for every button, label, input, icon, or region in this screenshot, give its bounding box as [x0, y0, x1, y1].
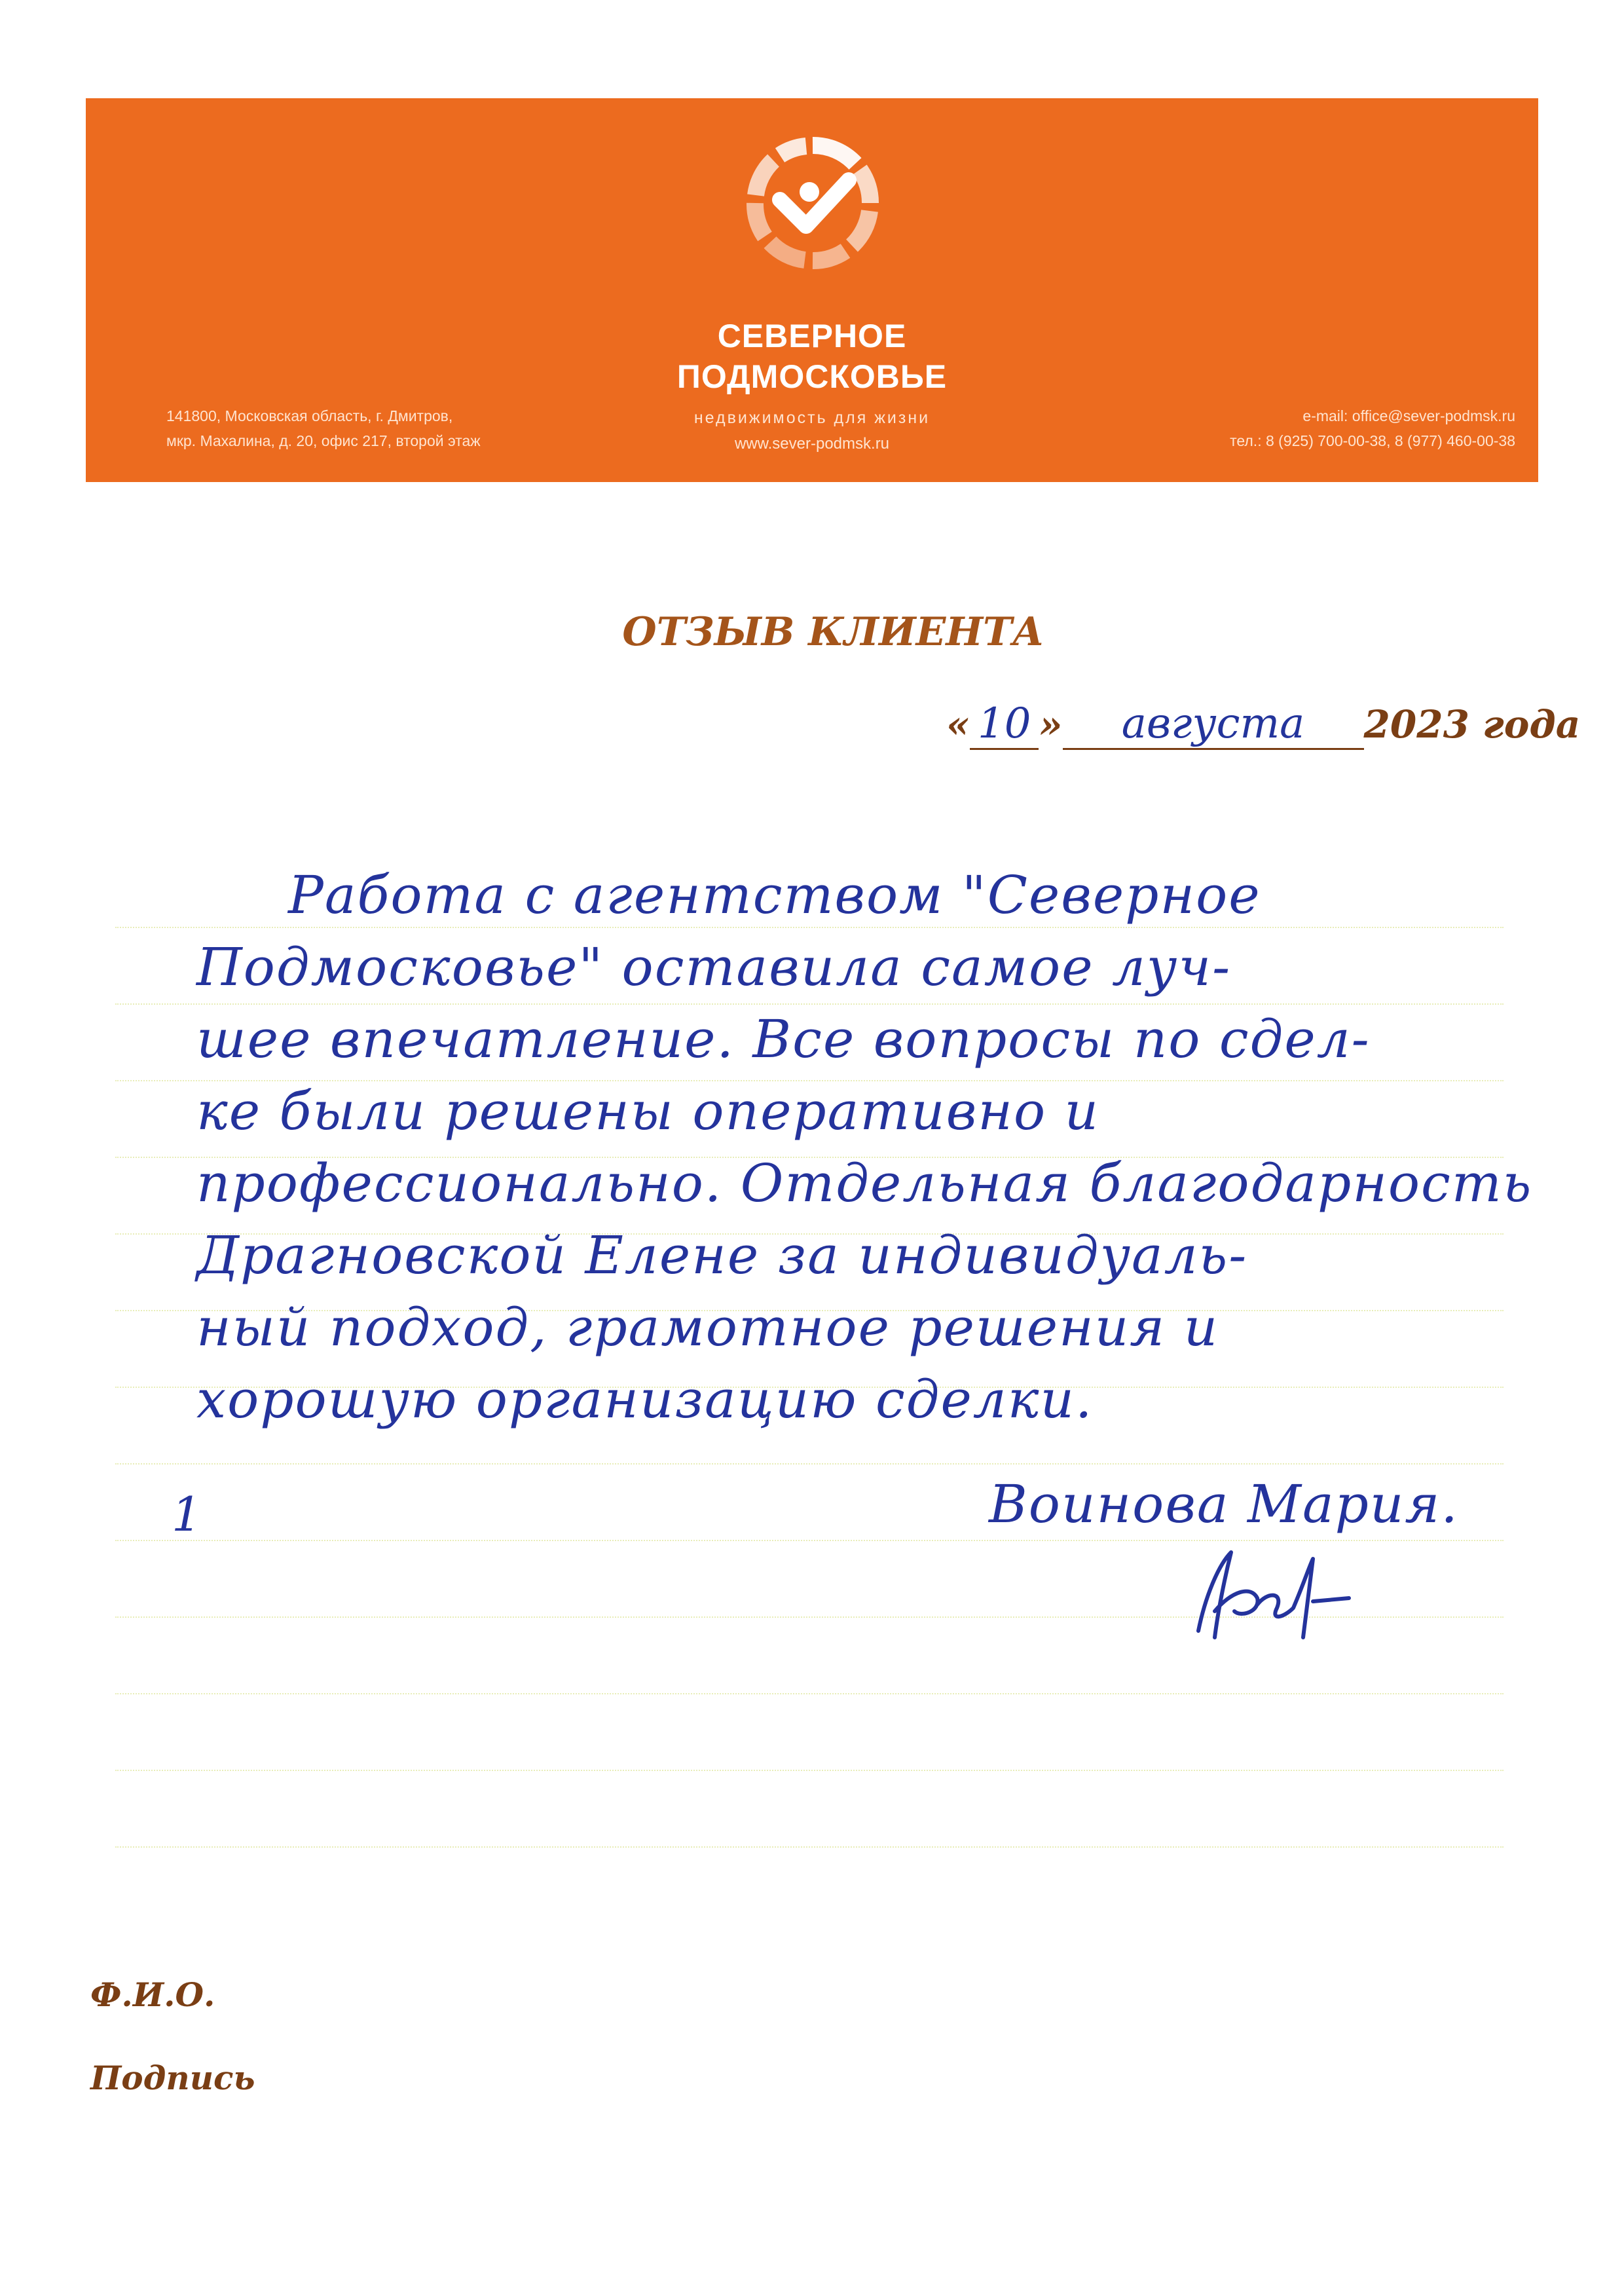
signature-label: Подпись [90, 2059, 255, 2097]
date-month-value: августа [1121, 700, 1305, 748]
review-text-line: ный подход, грамотное решения и [196, 1297, 1219, 1358]
date-open-quote: « [946, 702, 970, 747]
review-text-line: шее впечатление. Все вопросы по сдел- [196, 1009, 1371, 1070]
date-day-value: 10 [978, 700, 1031, 748]
ruled-line [115, 927, 1504, 928]
review-text-line: Работа с агентством "Северное [288, 865, 1261, 925]
review-text-line: Подмосковье" оставила самое луч- [196, 937, 1232, 998]
check-circle-logo-icon [744, 134, 881, 272]
ruled-line [115, 1846, 1504, 1848]
ruled-line [115, 1003, 1504, 1005]
review-text-line: хорошую организацию сделки. [196, 1369, 1094, 1430]
ruled-line [115, 1693, 1504, 1694]
address-line-1: 141800, Московская область, г. Дмитров, [166, 407, 453, 424]
address-line-2: мкр. Махалина, д. 20, офис 217, второй этаж [166, 432, 481, 449]
date-month-field [1063, 700, 1364, 750]
ruled-line [115, 1463, 1504, 1465]
brand-tagline: недвижимость для жизни [693, 409, 931, 427]
date-close-quote: » [1039, 702, 1063, 747]
date-line [946, 700, 1580, 750]
review-text-line: Драгновской Елене за индивидуаль- [196, 1225, 1248, 1286]
website-link[interactable]: www.sever-podmsk.ru [734, 435, 890, 453]
date-year: 2023 года [1363, 702, 1581, 747]
date-day-field [970, 700, 1039, 750]
phone-contact: тел.: 8 (925) 700-00-38, 8 (977) 460-00-38 [1230, 432, 1515, 449]
email-contact[interactable]: e-mail: office@sever-podmsk.ru [1302, 407, 1515, 424]
fio-label: Ф.И.О. [90, 1975, 215, 2014]
brand-name-line-2: ПОДМОСКОВЬЕ [676, 358, 948, 395]
review-text-line: профессионально. Отдельная благодарность [196, 1153, 1533, 1214]
handwritten-signature [1179, 1539, 1362, 1651]
document-title: ОТЗЫВ КЛИЕНТА [622, 609, 1044, 655]
brand-name-line-1: СЕВЕРНОЕ [717, 318, 907, 354]
review-author: Воинова Мария. [989, 1474, 1459, 1535]
margin-mark: 1 [172, 1487, 202, 1542]
review-text-line: ке были решены оперативно и [196, 1081, 1100, 1142]
ruled-line [115, 1770, 1504, 1771]
